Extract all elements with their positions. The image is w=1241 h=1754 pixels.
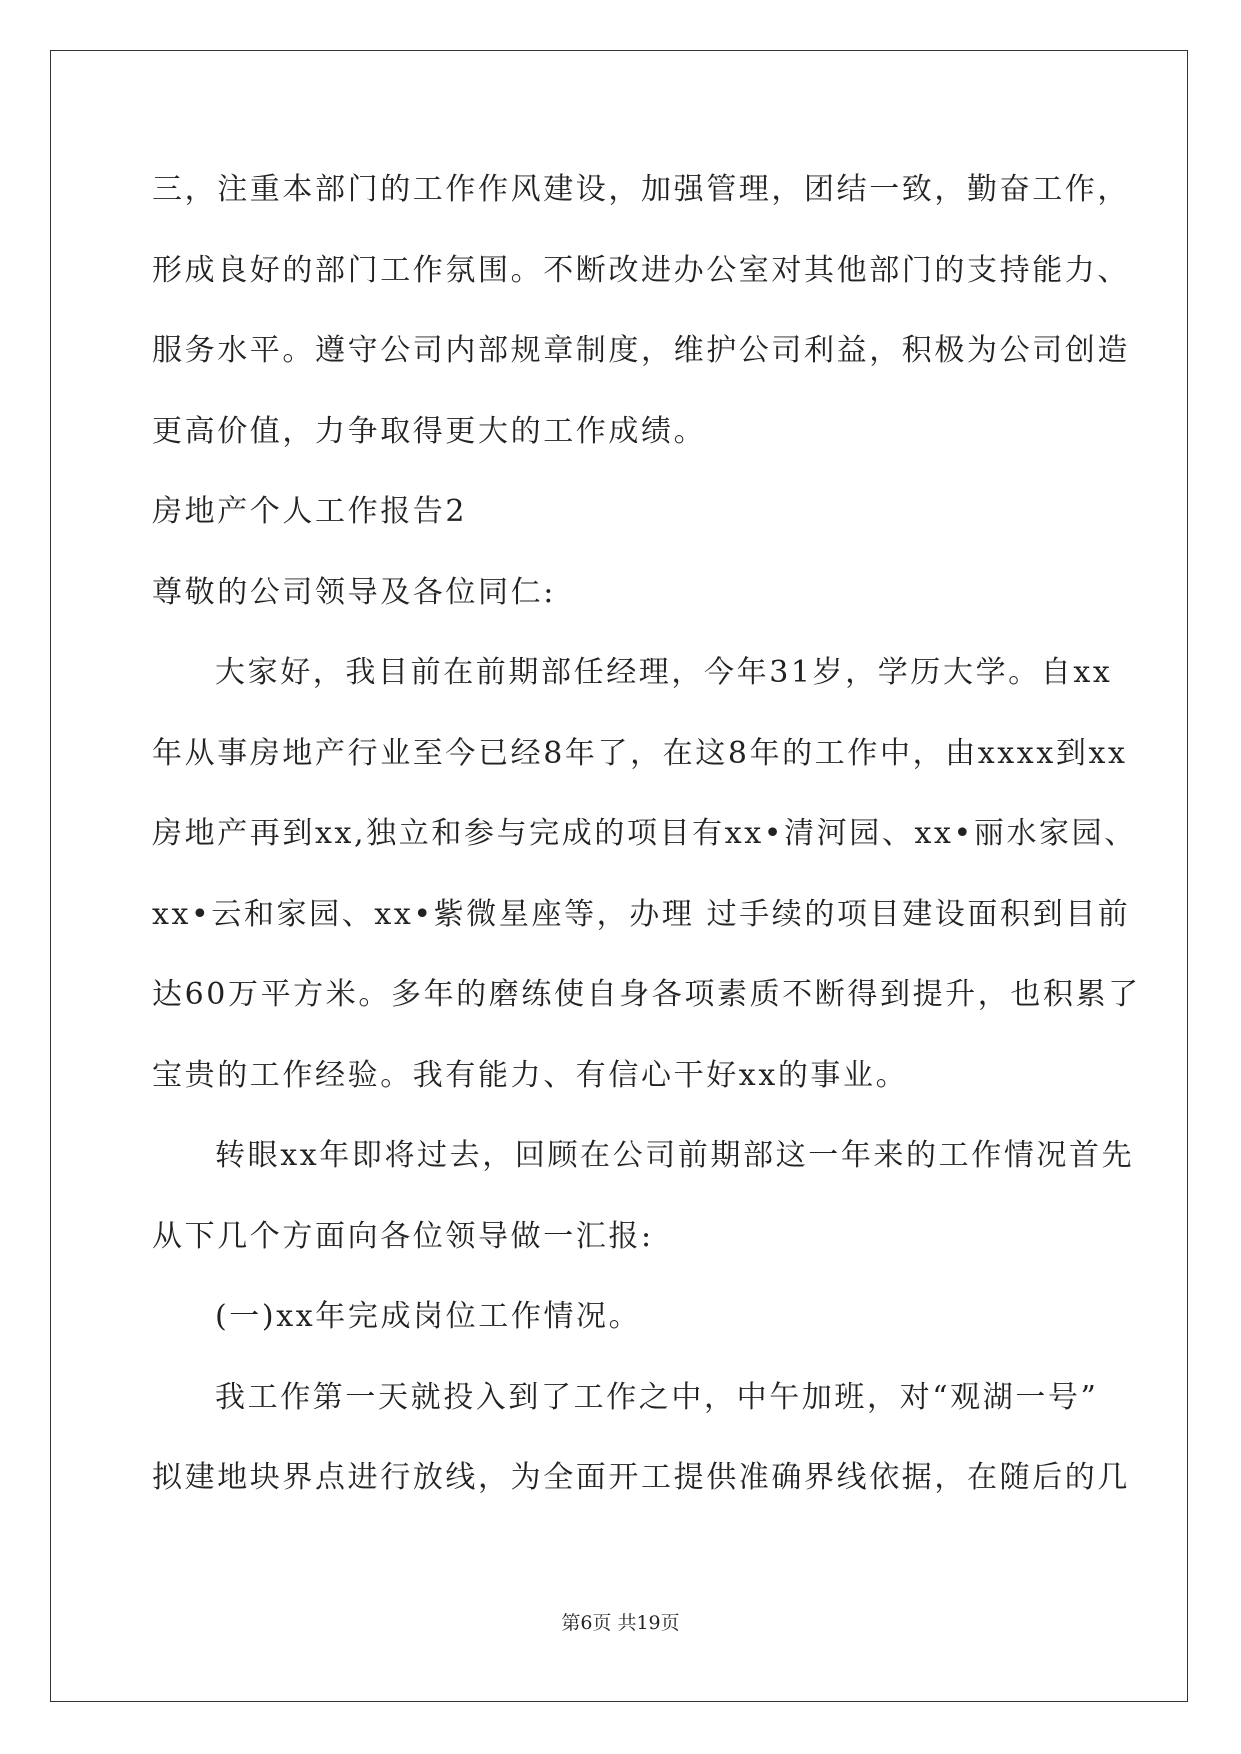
paragraph-line: 达60万平方米。多年的磨练使自身各项素质不断得到提升，也积累了 xyxy=(152,977,1141,1012)
document-body xyxy=(152,160,1141,1529)
paragraph-line: 拟建地块界点进行放线，为全面开工提供准确界线依据，在随后的几 xyxy=(152,1460,1130,1495)
paragraph-line: 三，注重本部门的工作作风建设，加强管理，团结一致，勤奋工作， xyxy=(152,172,1130,207)
paragraph-line: 宝贵的工作经验。我有能力、有信心干好xx的事业。 xyxy=(152,1057,909,1093)
paragraph-line: 服务水平。遵守公司内部规章制度，维护公司利益，积极为公司创造 xyxy=(152,333,1130,368)
paragraph-line: 房地产再到xx,独立和参与完成的项目有xx•清河园、xx•丽水家园、 xyxy=(152,816,1137,851)
page-footer: 第6页 共19页 xyxy=(561,1612,680,1634)
paragraph-line: 从下几个方面向各位领导做一汇报: xyxy=(152,1218,654,1254)
paragraph-line: 形成良好的部门工作氛围。不断改进办公室对其他部门的支持能力、 xyxy=(152,252,1130,288)
paragraph-line: 我工作第一天就投入到了工作之中，中午加班，对“观湖一号” xyxy=(215,1379,1099,1415)
paragraph-line: 年从事房地产行业至今已经8年了，在这8年的工作中，由xxxx到xx xyxy=(152,735,1128,771)
paragraph-line: 大家好，我目前在前期部任经理，今年31岁，学历大学。自xx xyxy=(215,655,1113,690)
subsection-heading: (一)xx年完成岗位工作情况。 xyxy=(215,1299,642,1334)
paragraph-line: xx•云和家园、xx•紫微星座等，办理 过手续的项目建设面积到目前 xyxy=(152,896,1131,932)
paragraph-line: 转眼xx年即将过去，回顾在公司前期部这一年来的工作情况首先 xyxy=(215,1138,1135,1173)
paragraph-line: 更高价值，力争取得更大的工作成绩。 xyxy=(152,413,707,449)
section-title: 房地产个人工作报告2 xyxy=(152,494,468,529)
salutation: 尊敬的公司领导及各位同仁: xyxy=(152,574,556,610)
